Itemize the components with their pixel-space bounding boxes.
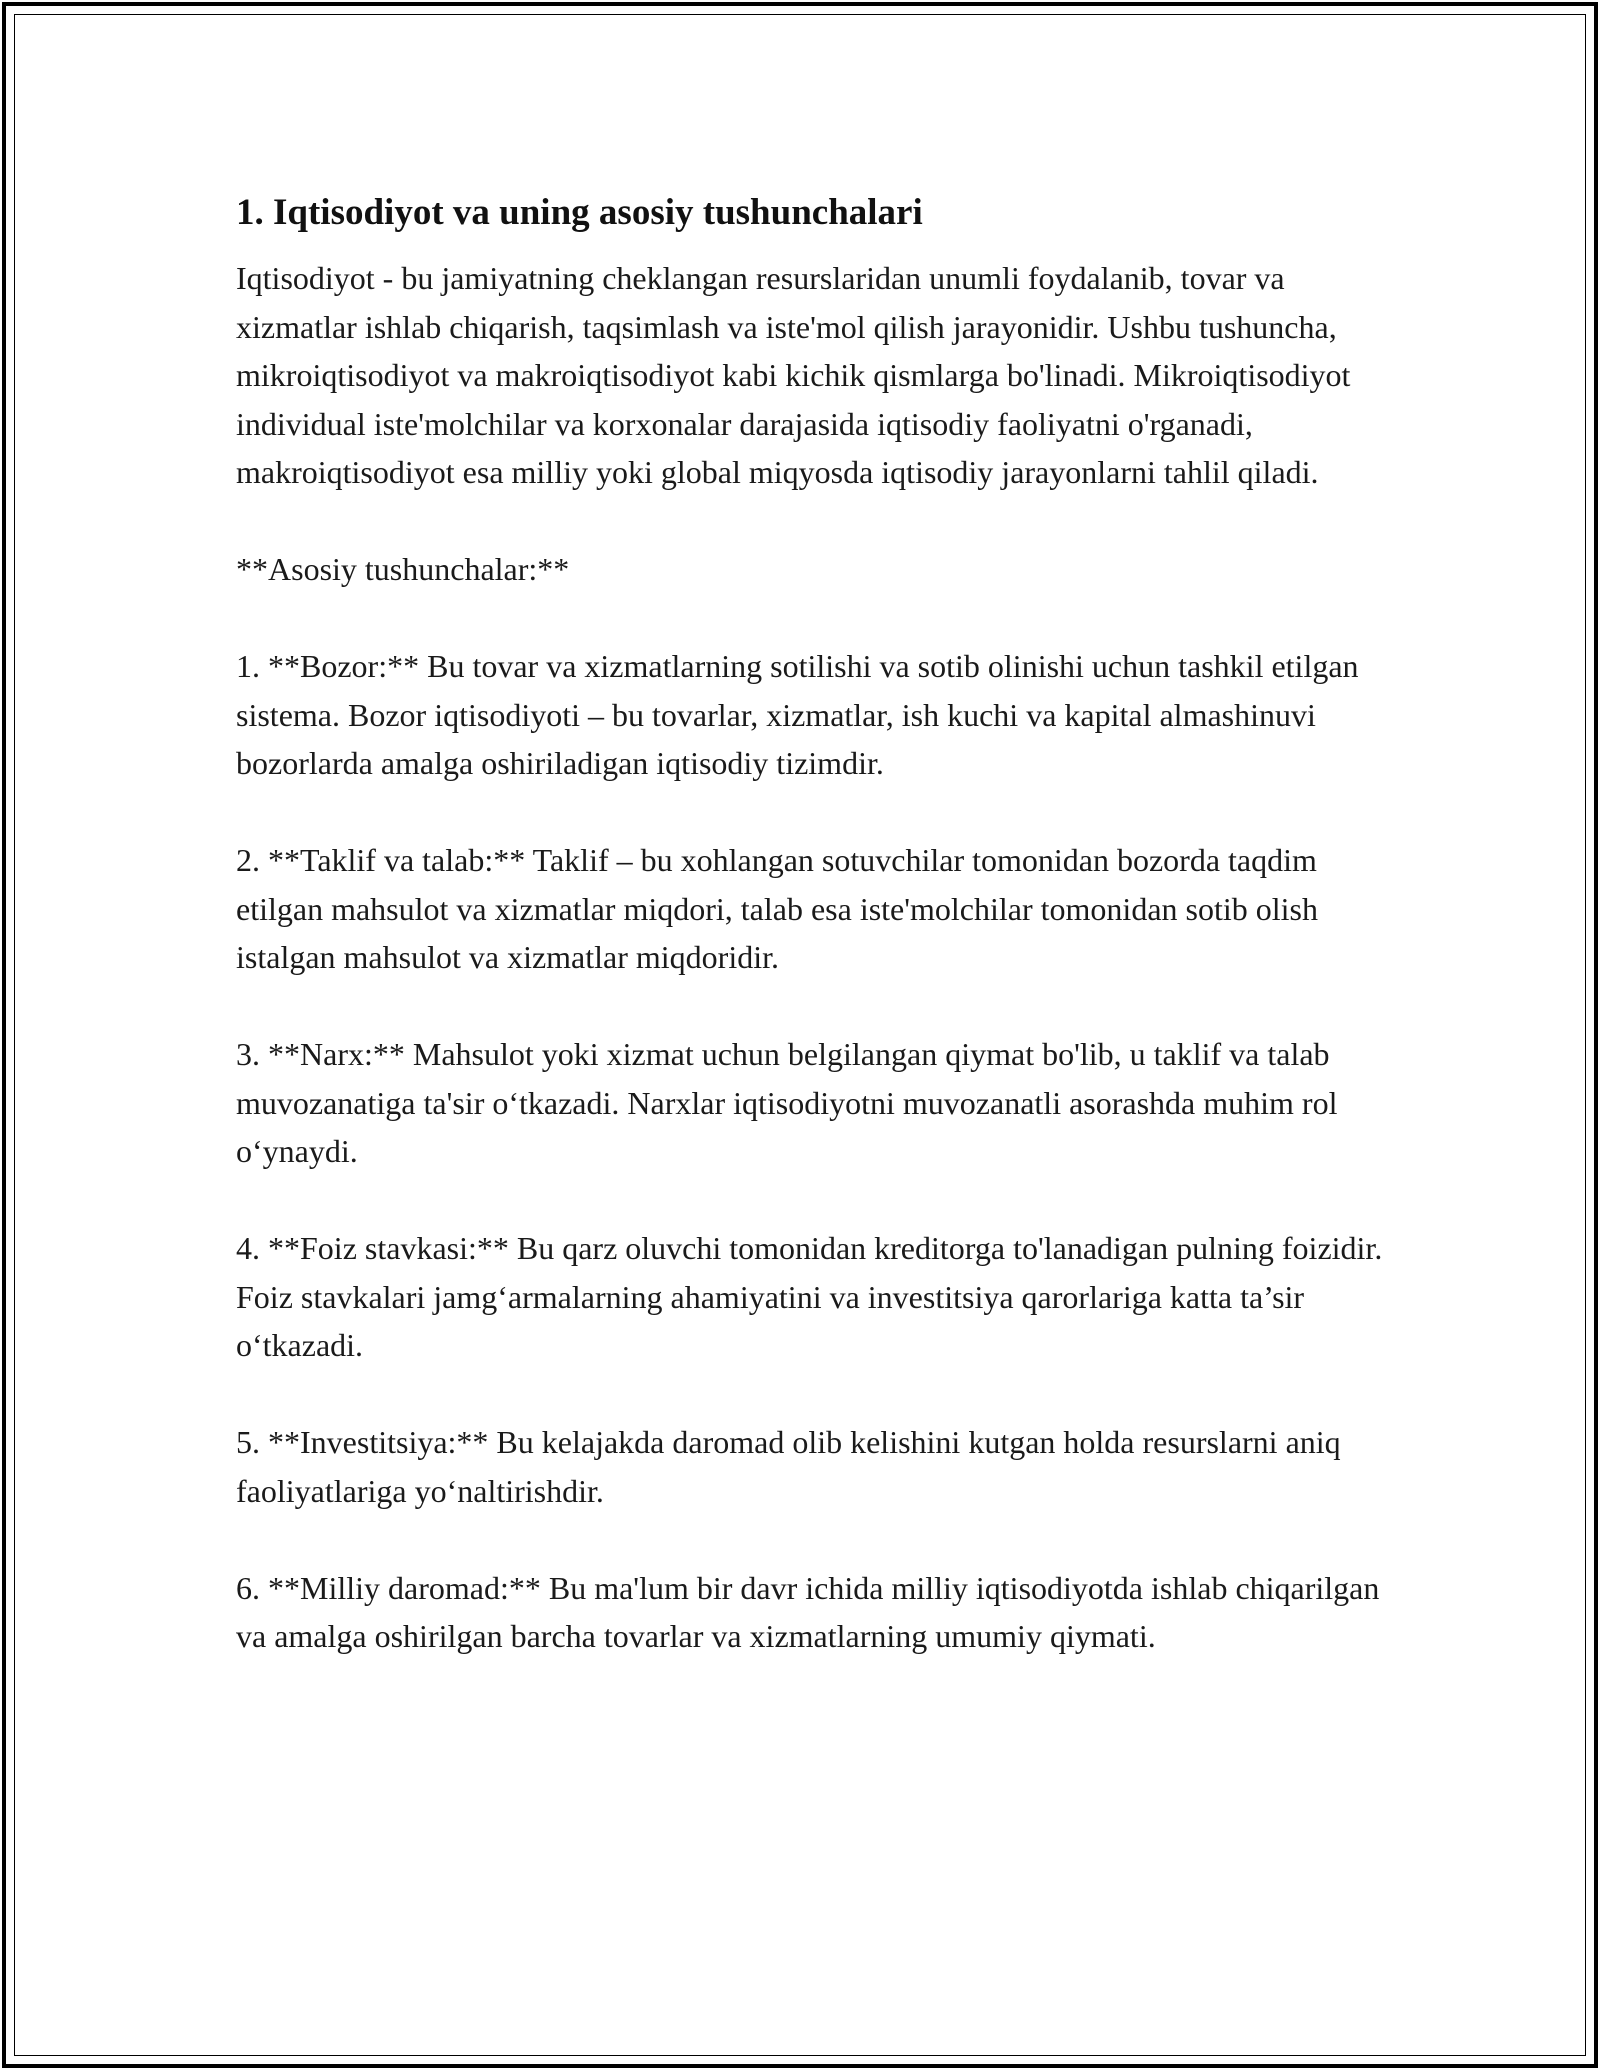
concept-item-bozor: 1. **Bozor:** Bu tovar va xizmatlarning sotilishi va sotib olinishi uchun tashkil etilgan sistema. Bozor iqtisodiyoti – bu tovarlar, xizmatlar, ish kuchi va kapital almashinuvi bozorlarda amalga oshiriladigan iqtisodiy tizimdir. — [236, 648, 1359, 781]
concept-item-milliy-daromad: 6. **Milliy daromad:** Bu ma'lum bir davr ichida milliy iqtisodiyotda ishlab chiqarilgan va amalga oshirilgan barcha tovarlar va xizmatlarning umumiy qiymati. — [236, 1569, 1380, 1654]
document-body — [236, 188, 1386, 1661]
concept-item-investitsiya: 5. **Investitsiya:** Bu kelajakda daromad olib kelishini kutgan holda resurslarni aniq faoliyatlariga yo‘naltirishdir. — [236, 1424, 1341, 1509]
concept-item-taklif-va-talab: 2. **Taklif va talab:** Taklif – bu xohlangan sotuvchilar tomonidan bozorda taqdim etilgan mahsulot va xizmatlar miqdori, talab esa iste'molchilar tomonidan sotib olish istalgan mahsulot va xizmatlar miqdoridir. — [236, 842, 1318, 975]
concept-item-narx: 3. **Narx:** Mahsulot yoki xizmat uchun belgilangan qiymat bo'lib, u taklif va talab muvozanatiga ta'sir o‘tkazadi. Narxlar iqtisodiyotni muvozanatli asorashda muhim rol o‘ynaydi. — [236, 1036, 1338, 1169]
concepts-subheading: **Asosiy tushunchalar:** — [236, 551, 570, 587]
section-heading: 1. Iqtisodiyot va uning asosiy tushunchalari — [236, 192, 923, 233]
concept-item-foiz-stavkasi: 4. **Foiz stavkasi:** Bu qarz oluvchi tomonidan kreditorga to'lanadigan pulning foizidir. Foiz stavkalari jamg‘armalarning ahamiyatini va investitsiya qarorlariga katta ta’sir o‘tkazadi. — [236, 1230, 1383, 1363]
intro-paragraph: Iqtisodiyot - bu jamiyatning cheklangan resurslaridan unumli foydalanib, tovar va xizmatlar ishlab chiqarish, taqsimlash va iste'mol qilish jarayonidir. Ushbu tushuncha, mikroiqtisodiyot va makroiqtisodiyot kabi kichik qismlarga bo'linadi. Mikroiqtisodiyot individual iste'molchilar va korxonalar darajasida iqtisodiy faoliyatni o'rganadi, makroiqtisodiyot esa milliy yoki global miqyosda iqtisodiy jarayonlarni tahlil qiladi. — [236, 260, 1351, 490]
